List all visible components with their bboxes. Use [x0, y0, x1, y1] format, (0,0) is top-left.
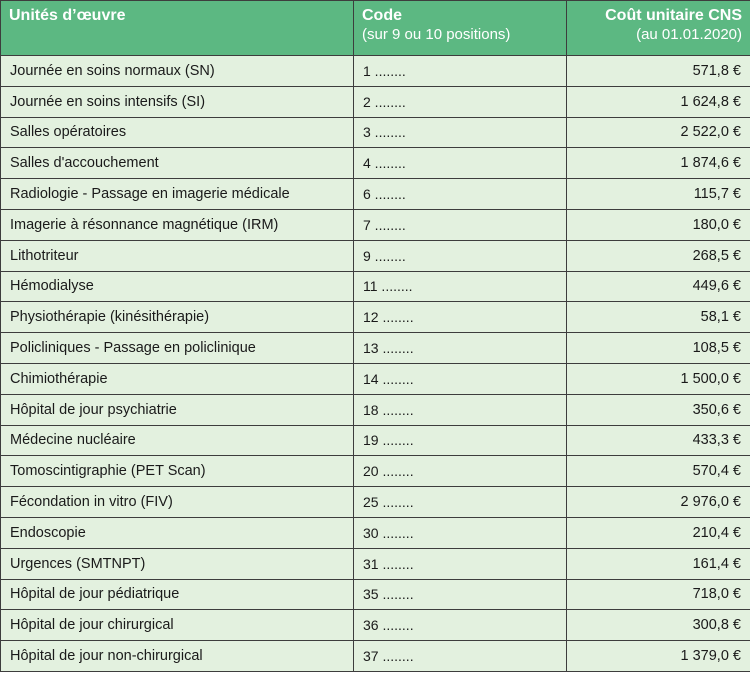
unit-cell: Journée en soins intensifs (SI)	[1, 86, 354, 117]
unit-cell: Salles opératoires	[1, 117, 354, 148]
table-row	[1, 517, 750, 548]
code-cell: 11 ........	[354, 271, 567, 302]
cost-cell: 115,7 €	[567, 179, 750, 210]
cost-cell: 108,5 €	[567, 333, 750, 364]
code-cell: 13 ........	[354, 333, 567, 364]
header-cost	[567, 1, 750, 56]
unit-cell: Fécondation in vitro (FIV)	[1, 487, 354, 518]
unit-cell: Urgences (SMTNPT)	[1, 548, 354, 579]
cost-cell: 433,3 €	[567, 425, 750, 456]
table-row	[1, 179, 750, 210]
cost-cell: 570,4 €	[567, 456, 750, 487]
code-cell: 36 ........	[354, 610, 567, 641]
unit-cell: Médecine nucléaire	[1, 425, 354, 456]
cost-cell: 449,6 €	[567, 271, 750, 302]
table-row	[1, 456, 750, 487]
code-cell: 14 ........	[354, 363, 567, 394]
unit-cell: Tomoscintigraphie (PET Scan)	[1, 456, 354, 487]
table-body	[1, 56, 750, 672]
table-row	[1, 271, 750, 302]
header-cost-label: Coût unitaire CNS	[605, 7, 742, 24]
code-cell: 35 ........	[354, 579, 567, 610]
cost-cell: 2 522,0 €	[567, 117, 750, 148]
cost-cell: 571,8 €	[567, 56, 750, 87]
table-row	[1, 394, 750, 425]
unit-cell: Hôpital de jour psychiatrie	[1, 394, 354, 425]
table-row	[1, 302, 750, 333]
cost-cell: 1 624,8 €	[567, 86, 750, 117]
header-row	[1, 1, 750, 56]
table-row	[1, 117, 750, 148]
table-row	[1, 86, 750, 117]
unit-cell: Policliniques - Passage en policlinique	[1, 333, 354, 364]
unit-cell: Lithotriteur	[1, 240, 354, 271]
unit-cell: Imagerie à résonnance magnétique (IRM)	[1, 209, 354, 240]
table-row	[1, 240, 750, 271]
table-row	[1, 209, 750, 240]
table-row	[1, 425, 750, 456]
header-cost-sublabel: (au 01.01.2020)	[636, 26, 742, 43]
cost-cell: 2 976,0 €	[567, 487, 750, 518]
unit-cell: Hôpital de jour chirurgical	[1, 610, 354, 641]
cost-cell: 1 379,0 €	[567, 641, 750, 672]
code-cell: 37 ........	[354, 641, 567, 672]
table-row	[1, 548, 750, 579]
code-cell: 7 ........	[354, 209, 567, 240]
cost-cell: 350,6 €	[567, 394, 750, 425]
cost-cell: 210,4 €	[567, 517, 750, 548]
header-code-label: Code	[362, 7, 402, 24]
code-cell: 31 ........	[354, 548, 567, 579]
code-cell: 20 ........	[354, 456, 567, 487]
code-cell: 2 ........	[354, 86, 567, 117]
table-row	[1, 641, 750, 672]
unit-cell: Salles d'accouchement	[1, 148, 354, 179]
table-row	[1, 56, 750, 87]
table-row	[1, 333, 750, 364]
unit-cell: Physiothérapie (kinésithérapie)	[1, 302, 354, 333]
code-cell: 19 ........	[354, 425, 567, 456]
cost-cell: 300,8 €	[567, 610, 750, 641]
unit-cell: Endoscopie	[1, 517, 354, 548]
cost-cell: 161,4 €	[567, 548, 750, 579]
unit-cell: Hémodialyse	[1, 271, 354, 302]
code-cell: 9 ........	[354, 240, 567, 271]
header-unit	[1, 1, 354, 56]
code-cell: 1 ........	[354, 56, 567, 87]
table-row	[1, 148, 750, 179]
code-cell: 30 ........	[354, 517, 567, 548]
cost-cell: 180,0 €	[567, 209, 750, 240]
table-header	[1, 1, 750, 56]
table-row	[1, 610, 750, 641]
table-row	[1, 579, 750, 610]
header-code-sublabel: (sur 9 ou 10 positions)	[362, 26, 511, 43]
unit-cell: Radiologie - Passage en imagerie médicale	[1, 179, 354, 210]
code-cell: 18 ........	[354, 394, 567, 425]
cost-cell: 58,1 €	[567, 302, 750, 333]
cost-cell: 268,5 €	[567, 240, 750, 271]
table-row	[1, 363, 750, 394]
code-cell: 6 ........	[354, 179, 567, 210]
code-cell: 25 ........	[354, 487, 567, 518]
code-cell: 12 ........	[354, 302, 567, 333]
header-code	[354, 1, 567, 56]
unit-cell: Hôpital de jour pédiatrique	[1, 579, 354, 610]
unit-cell: Hôpital de jour non-chirurgical	[1, 641, 354, 672]
header-unit-label: Unités d’œuvre	[9, 7, 126, 24]
unit-cell: Journée en soins normaux (SN)	[1, 56, 354, 87]
unit-cell: Chimiothérapie	[1, 363, 354, 394]
code-cell: 3 ........	[354, 117, 567, 148]
cost-cell: 1 500,0 €	[567, 363, 750, 394]
table-row	[1, 487, 750, 518]
cost-cell: 718,0 €	[567, 579, 750, 610]
code-cell: 4 ........	[354, 148, 567, 179]
cost-cell: 1 874,6 €	[567, 148, 750, 179]
